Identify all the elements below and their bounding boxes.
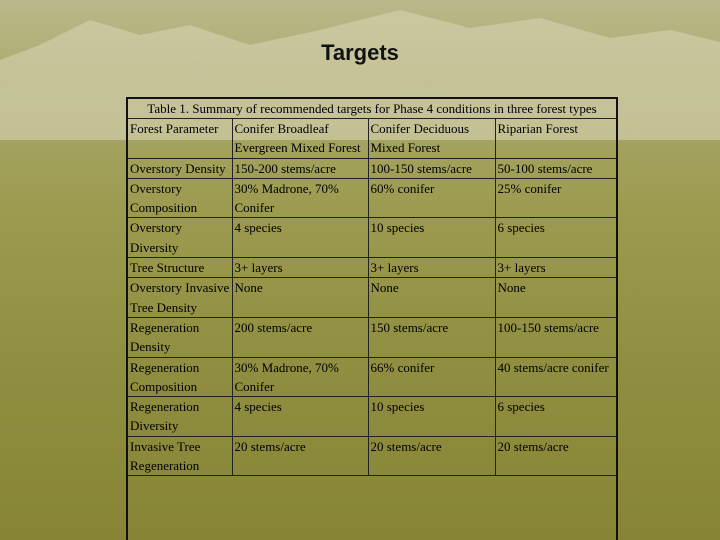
table-cell: 3+ layers bbox=[495, 258, 616, 278]
table-cell: 20 stems/acre bbox=[495, 436, 616, 476]
table-row bbox=[128, 278, 616, 318]
table-cell: 50-100 stems/acre bbox=[495, 158, 616, 178]
slide-title: Targets bbox=[321, 40, 399, 65]
table-cell: 4 species bbox=[232, 397, 368, 437]
table-row bbox=[128, 218, 616, 258]
table-cell: 66% conifer bbox=[368, 357, 495, 397]
row-parameter-cell: Regeneration Composition bbox=[130, 359, 200, 394]
table-row bbox=[128, 397, 616, 437]
table-row bbox=[128, 158, 616, 178]
table-cell: None bbox=[495, 278, 616, 318]
table-cell: None bbox=[368, 278, 495, 318]
table-row bbox=[128, 258, 616, 278]
table-cell: 25% conifer bbox=[495, 178, 616, 218]
table-cell: 4 species bbox=[232, 218, 368, 258]
table-cell: 3+ layers bbox=[368, 258, 495, 278]
table-cell: 20 stems/acre bbox=[232, 436, 368, 476]
header-riparian: Riparian Forest bbox=[495, 119, 616, 158]
table-cell: 150 stems/acre bbox=[368, 317, 495, 357]
table-row bbox=[128, 357, 616, 397]
table-row bbox=[128, 317, 616, 357]
table-body bbox=[128, 158, 616, 476]
table-caption: Table 1. Summary of recommended targets for Phase 4 conditions in three forest types bbox=[128, 99, 616, 119]
row-parameter-cell: Tree Structure bbox=[130, 260, 205, 276]
row-parameter-cell: Regeneration Density bbox=[130, 319, 200, 355]
table-row bbox=[128, 178, 616, 218]
table-cell: 3+ layers bbox=[232, 258, 368, 278]
row-parameter-cell: Overstory Invasive Tree Density bbox=[130, 280, 230, 315]
table-cell: 60% conifer bbox=[368, 178, 495, 218]
table-header-row bbox=[128, 119, 616, 158]
header-conifer-broadleaf: Conifer Broadleaf Evergreen Mixed Forest bbox=[232, 119, 368, 158]
targets-table-container bbox=[126, 97, 618, 540]
table-cell: 6 species bbox=[495, 397, 616, 437]
row-parameter-cell: Overstory Diversity bbox=[130, 220, 182, 255]
table-cell: 100-150 stems/acre bbox=[368, 158, 495, 178]
row-parameter-cell: Invasive Tree Regeneration bbox=[130, 438, 201, 474]
header-conifer-deciduous: Conifer Deciduous Mixed Forest bbox=[368, 119, 495, 158]
table-cell: 150-200 stems/acre bbox=[232, 158, 368, 178]
row-parameter-cell: Regeneration Diversity bbox=[130, 399, 200, 434]
table-cell: 40 stems/acre conifer bbox=[495, 357, 616, 397]
targets-table bbox=[128, 99, 616, 476]
table-cell: 10 species bbox=[368, 218, 495, 258]
table-row bbox=[128, 436, 616, 476]
table-cell: None bbox=[232, 278, 368, 318]
row-parameter-cell: Overstory Density bbox=[130, 160, 226, 176]
row-parameter-cell: Overstory Composition bbox=[130, 180, 198, 216]
table-cell: 6 species bbox=[495, 218, 616, 258]
table-cell: 10 species bbox=[368, 397, 495, 437]
table-cell: 30% Madrone, 70% Conifer bbox=[232, 178, 368, 218]
table-cell: 200 stems/acre bbox=[232, 317, 368, 357]
table-cell: 100-150 stems/acre bbox=[495, 317, 616, 357]
table-cell: 30% Madrone, 70% Conifer bbox=[232, 357, 368, 397]
table-cell: 20 stems/acre bbox=[368, 436, 495, 476]
header-forest-parameter: Forest Parameter bbox=[130, 121, 219, 136]
